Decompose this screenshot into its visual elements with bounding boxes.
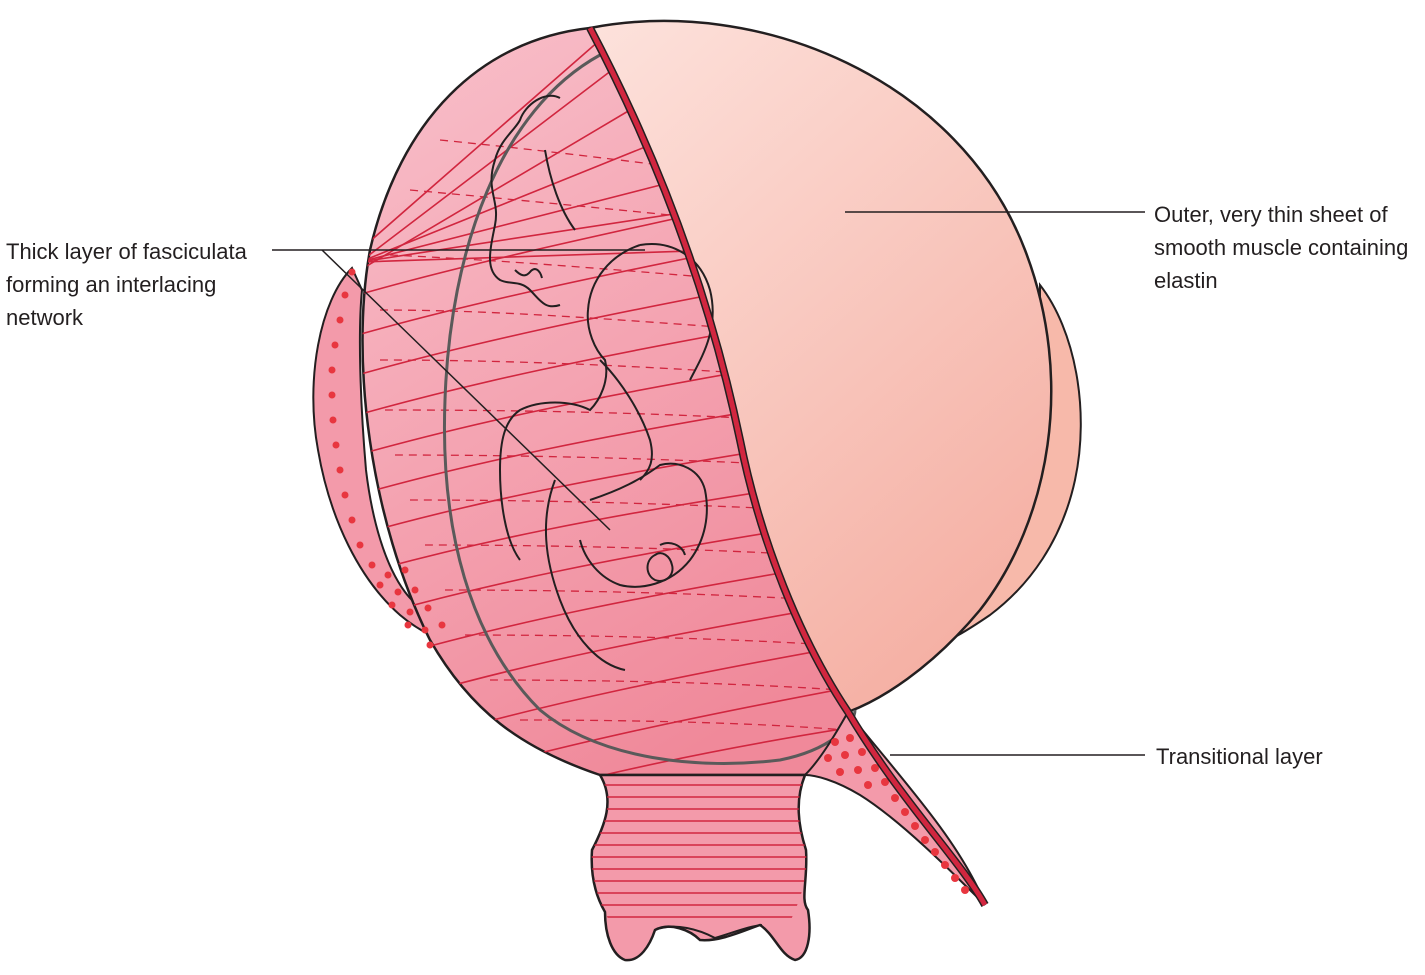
label-outer-layer-line-2: smooth muscle containing xyxy=(1154,235,1409,260)
label-inner-layer-line-2: forming an interlacing xyxy=(6,272,217,297)
label-inner-layer xyxy=(6,235,247,334)
label-outer-layer xyxy=(1154,198,1408,297)
label-outer-layer-line-3: elastin xyxy=(1154,268,1218,293)
label-inner-layer-line-3: network xyxy=(6,305,84,330)
label-transitional-layer xyxy=(1156,740,1323,773)
label-outer-layer-line-1: Outer, very thin sheet of xyxy=(1154,202,1388,227)
label-transitional-layer-line-1: Transitional layer xyxy=(1156,744,1323,769)
label-inner-layer-line-1: Thick layer of fasciculata xyxy=(6,239,247,264)
